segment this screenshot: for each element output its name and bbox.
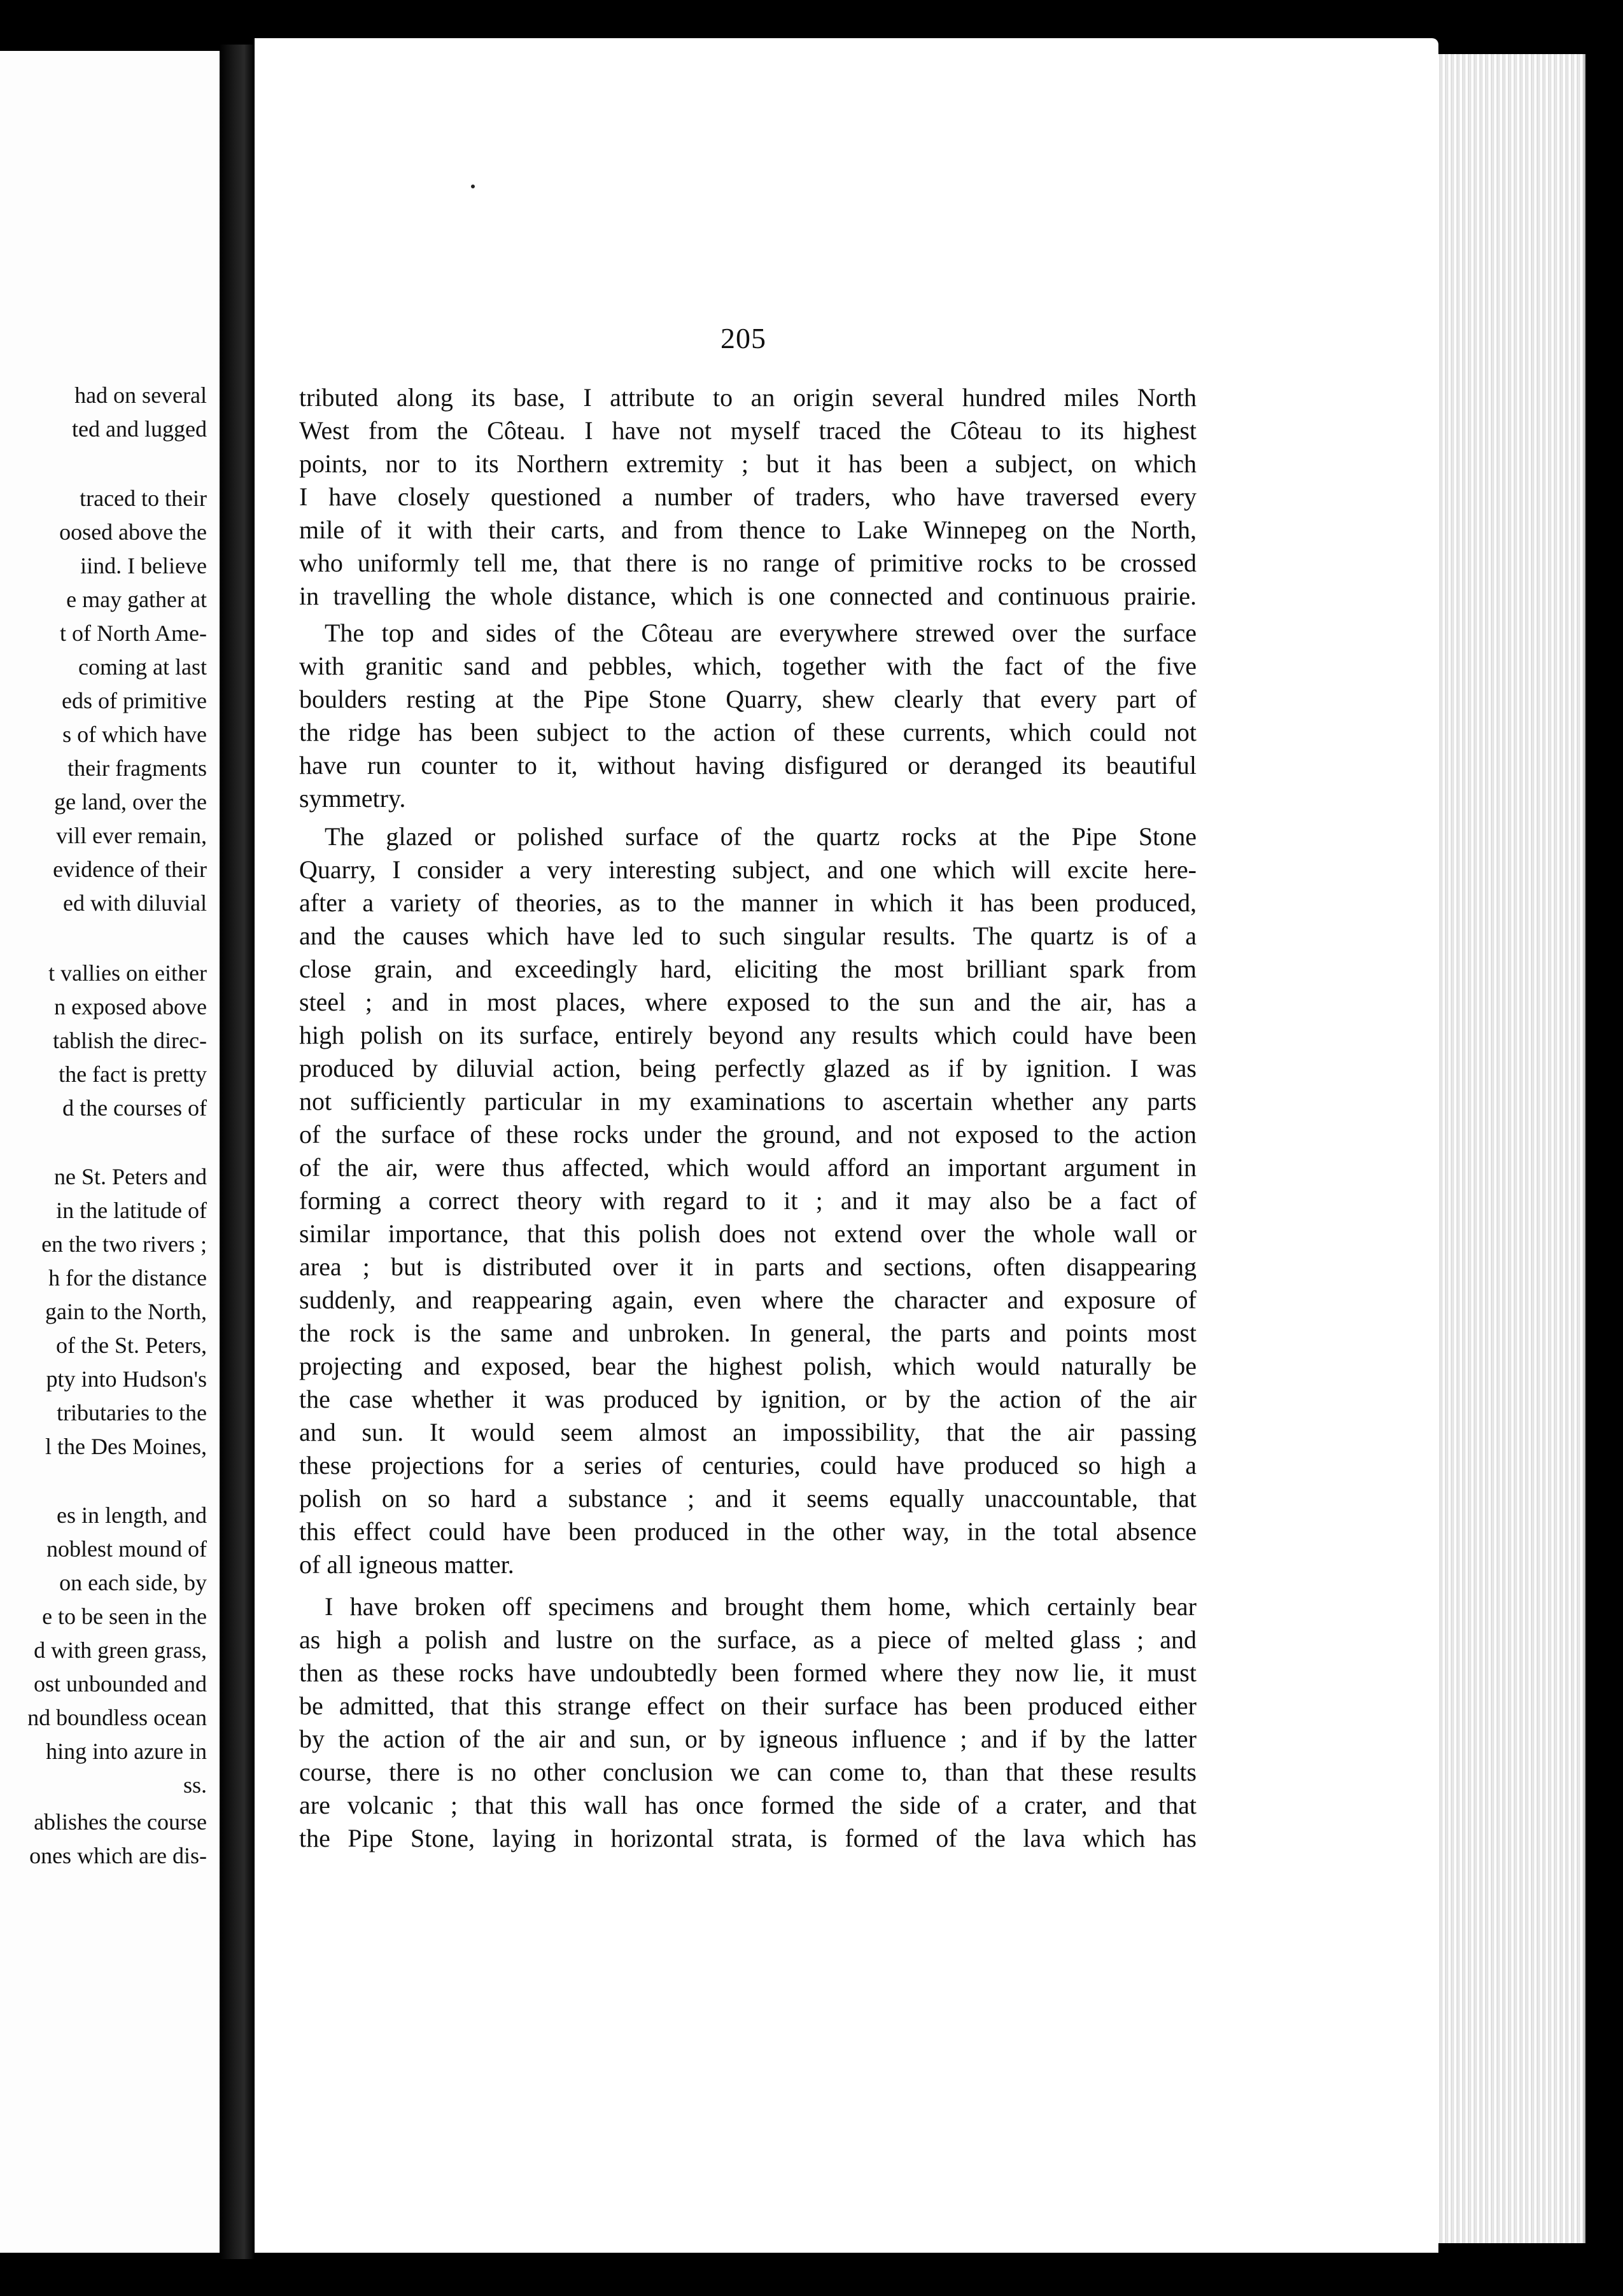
text-line: of all igneous matter. — [299, 1550, 514, 1579]
left-page-fragment: on each side, by — [59, 1570, 207, 1595]
book-gutter — [220, 45, 255, 2259]
left-page-fragment: vill ever remain, — [56, 823, 207, 848]
left-page-fragment: traced to their — [80, 486, 207, 511]
text-line: who uniformly tell me, that there is no range of primitive rocks to be crossed — [299, 549, 1197, 577]
text-line: of the surface of these rocks under the ground, and not exposed to the action — [299, 1120, 1197, 1149]
left-page-fragment: gain to the North, — [45, 1299, 207, 1324]
left-page-fragment: tributaries to the — [57, 1400, 207, 1425]
text-line: have run counter to it, without having disfigured or deranged its beautiful — [299, 751, 1197, 780]
text-line: steel ; and in most places, where exposed to the sun and the air, has a — [299, 988, 1197, 1016]
text-line: after a variety of theories, as to the manner in which it has been produced, — [299, 888, 1197, 917]
left-page-fragment: pty into Hudson's — [46, 1366, 207, 1392]
left-page-fragment: of the St. Peters, — [56, 1333, 207, 1358]
left-page-fragment: eds of primitive — [62, 688, 207, 713]
left-page-fragment: ss. — [183, 1772, 207, 1798]
left-page-fragment: t of North Ame- — [60, 620, 207, 646]
left-page-fragment: ge land, over the — [54, 789, 207, 815]
text-line: I have closely questioned a number of traders, who have traversed every — [299, 482, 1197, 511]
text-line: Quarry, I consider a very interesting subject, and one which will excite here- — [299, 855, 1197, 884]
text-line: I have broken off specimens and brought them home, which certainly bear — [325, 1592, 1197, 1621]
left-page-fragment: e may gather at — [66, 587, 207, 612]
text-line: polish on so hard a substance ; and it seems equally unaccountable, that — [299, 1484, 1197, 1513]
text-line: of the air, were thus affected, which would afford an important argument in — [299, 1153, 1197, 1182]
text-line: then as these rocks have undoubtedly been formed where they now lie, it must — [299, 1658, 1197, 1687]
left-page-fragment: nd boundless ocean — [27, 1705, 207, 1730]
left-page-fragment: their fragments — [67, 755, 207, 781]
left-page-fragment: s of which have — [62, 722, 207, 747]
text-line: course, there is no other conclusion we can come to, than that these results — [299, 1758, 1197, 1786]
text-line: boulders resting at the Pipe Stone Quarry, shew clearly that every part of — [299, 685, 1197, 713]
text-line: West from the Côteau. I have not myself traced the Côteau to its highest — [299, 416, 1197, 445]
left-page-fragment: d the courses of — [62, 1095, 207, 1121]
text-line: forming a correct theory with regard to it ; and it may also be a fact of — [299, 1186, 1197, 1215]
text-line: by the action of the air and sun, or by igneous influence ; and if by the latter — [299, 1725, 1197, 1753]
text-line: produced by diluvial action, being perfectly glazed as if by ignition. I was — [299, 1054, 1197, 1082]
left-page-fragment: the fact is pretty — [59, 1061, 207, 1087]
text-line: The glazed or polished surface of the quartz rocks at the Pipe Stone — [325, 822, 1197, 851]
left-page-fragment: coming at last — [78, 654, 207, 680]
left-page-fragment: ablishes the course — [34, 1809, 207, 1835]
left-page-fragment: h for the distance — [48, 1265, 207, 1291]
text-line: high polish on its surface, entirely beyond any results which could have been — [299, 1021, 1197, 1049]
text-line: as high a polish and lustre on the surface, as a piece of melted glass ; and — [299, 1625, 1197, 1654]
left-page-fragment: ost unbounded and — [34, 1671, 207, 1697]
text-line: similar importance, that this polish does not extend over the whole wall or — [299, 1219, 1197, 1248]
text-line: the Pipe Stone, laying in horizontal strata, is formed of the lava which has — [299, 1824, 1197, 1852]
text-line: be admitted, that this strange effect on their surface has been produced either — [299, 1691, 1197, 1720]
left-page-fragment: e to be seen in the — [42, 1604, 207, 1629]
left-page-fragment: in the latitude of — [56, 1198, 207, 1223]
page-edges — [1437, 54, 1585, 2243]
dust-speck — [471, 185, 475, 188]
left-page-fragment: l the Des Moines, — [45, 1434, 207, 1459]
left-page-fragment: oosed above the — [59, 519, 207, 545]
left-page-fragment: ed with diluvial — [63, 890, 207, 916]
page-number: 205 — [720, 322, 766, 354]
left-page-fragment: t vallies on either — [48, 960, 207, 986]
left-page-fragment: tablish the direc- — [53, 1028, 207, 1053]
left-page-fragment: es in length, and — [57, 1502, 207, 1528]
text-line: projecting and exposed, bear the highest polish, which would naturally be — [299, 1352, 1197, 1380]
left-page-fragment: d with green grass, — [34, 1637, 207, 1663]
text-line: tributed along its base, I attribute to an origin several hundred miles North — [299, 383, 1197, 412]
text-line: and sun. It would seem almost an impossibility, that the air passing — [299, 1418, 1197, 1446]
text-line: the rock is the same and unbroken. In general, the parts and points most — [299, 1319, 1197, 1347]
previous-page — [0, 51, 220, 2253]
left-page-fragment: en the two rivers ; — [41, 1231, 207, 1257]
left-page-fragment: ones which are dis- — [29, 1843, 207, 1868]
text-line: with granitic sand and pebbles, which, together with the fact of the five — [299, 652, 1197, 680]
text-line: symmetry. — [299, 784, 406, 813]
text-line: are volcanic ; that this wall has once formed the side of a crater, and that — [299, 1791, 1197, 1819]
left-page-fragment: had on several — [74, 382, 207, 408]
left-page-fragment: ted and lugged — [72, 416, 207, 442]
left-page-fragment: n exposed above — [54, 994, 207, 1019]
text-line: area ; but is distributed over it in parts and sections, often disappearing — [299, 1252, 1197, 1281]
text-line: The top and sides of the Côteau are everywhere strewed over the surface — [325, 619, 1197, 647]
text-line: this effect could have been produced in the other way, in the total absence — [299, 1517, 1197, 1546]
left-page-fragment: ne St. Peters and — [54, 1164, 207, 1189]
text-line: in travelling the whole distance, which is one connected and continuous prairie. — [299, 582, 1197, 610]
text-line: mile of it with their carts, and from thence to Lake Winnepeg on the North, — [299, 515, 1197, 544]
text-line: these projections for a series of centuries, could have produced so high a — [299, 1451, 1197, 1480]
left-page-fragment: iind. I believe — [80, 553, 207, 578]
text-line: the case whether it was produced by ignition, or by the action of the air — [299, 1385, 1197, 1413]
text-line: the ridge has been subject to the action of these currents, which could not — [299, 718, 1197, 746]
text-line: and the causes which have led to such singular results. The quartz is of a — [299, 921, 1197, 950]
text-line: points, nor to its Northern extremity ; but it has been a subject, on which — [299, 449, 1197, 478]
left-page-fragment: evidence of their — [53, 857, 207, 882]
text-line: close grain, and exceedingly hard, eliciting the most brilliant spark from — [299, 955, 1197, 983]
left-page-fragment: hing into azure in — [46, 1739, 207, 1764]
text-line: not sufficiently particular in my examinations to ascertain whether any parts — [299, 1087, 1197, 1116]
left-page-fragment: noblest mound of — [46, 1536, 207, 1562]
text-line: suddenly, and reappearing again, even where the character and exposure of — [299, 1285, 1197, 1314]
